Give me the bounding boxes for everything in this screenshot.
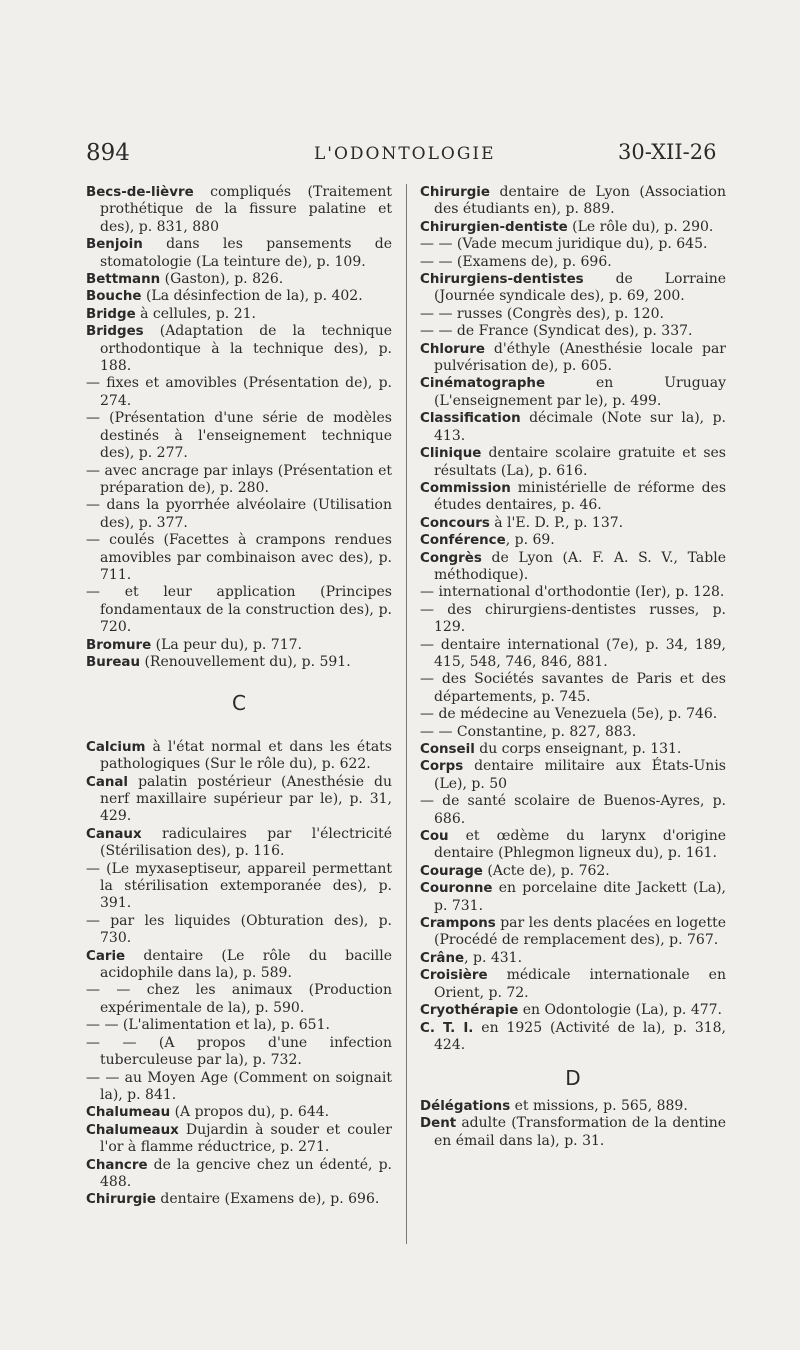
entry-text: décimale (Note sur la), p. 413. bbox=[434, 410, 726, 444]
entry-text: dentaire militaire aux États-Unis (Le), p. 50 bbox=[434, 758, 726, 792]
column-divider bbox=[406, 184, 407, 1244]
index-entry bbox=[86, 410, 392, 462]
index-entry bbox=[86, 271, 392, 288]
entry-text: médicale internationale en Orient, p. 72. bbox=[434, 967, 726, 1001]
entry-text: — (Présentation d'une série de modèles destinés à l'enseignement technique des), p. 277. bbox=[86, 410, 392, 462]
index-entry bbox=[420, 532, 726, 549]
index-entry bbox=[86, 913, 392, 948]
entry-headword: Couronne bbox=[420, 881, 493, 897]
entry-text: de la gencive chez un édenté, p. 488. bbox=[100, 1156, 392, 1190]
entry-headword: Conférence bbox=[420, 533, 506, 549]
entry-headword: Cryothérapie bbox=[420, 1003, 519, 1019]
entry-headword: Crâne bbox=[420, 950, 465, 966]
entry-text: Dujardin à souder et couler l'or à flamme réductrice, p. 271. bbox=[100, 1121, 392, 1156]
index-entry bbox=[86, 637, 392, 654]
index-entry bbox=[86, 288, 392, 305]
entry-headword: Chancre bbox=[86, 1157, 148, 1173]
entry-headword: Canaux bbox=[86, 826, 142, 842]
index-entry bbox=[86, 948, 392, 983]
section-letter: C bbox=[232, 691, 246, 716]
entry-text: — — (L'alimentation et la), p. 651. bbox=[86, 1017, 330, 1034]
index-entry bbox=[420, 741, 726, 758]
entry-headword: Carie bbox=[86, 948, 126, 964]
entry-headword: Crampons bbox=[420, 916, 496, 932]
entry-headword: Classification bbox=[420, 411, 521, 427]
entry-text: du corps enseignant, p. 131. bbox=[474, 741, 682, 757]
entry-text: , p. 69. bbox=[505, 532, 555, 549]
entry-headword: Chlorure bbox=[420, 341, 485, 357]
entry-headword: Bettmann bbox=[86, 272, 161, 288]
index-entry bbox=[86, 1104, 392, 1121]
index-entry bbox=[420, 410, 726, 445]
index-entry bbox=[86, 532, 392, 584]
entry-headword: Chirurgien-dentiste bbox=[420, 219, 568, 235]
entry-text: à l'état normal et dans les états pathologiques (Sur le rôle du), p. 622. bbox=[100, 738, 392, 773]
entry-headword: Dent bbox=[420, 1116, 457, 1132]
entry-text: dentaire de Lyon (Association des étudiants en), p. 889. bbox=[434, 184, 726, 218]
index-entry bbox=[420, 550, 726, 585]
page-header bbox=[0, 140, 800, 174]
entry-headword: Corps bbox=[420, 759, 464, 775]
index-entry bbox=[86, 1122, 392, 1157]
entry-text: — — russes (Congrès des), p. 120. bbox=[420, 305, 664, 322]
entry-headword: Conseil bbox=[420, 742, 475, 757]
entry-text: par les dents placées en logette (Procédé de remplacement des), p. 767. bbox=[434, 915, 726, 949]
index-entry bbox=[86, 375, 392, 410]
entry-text: — des chirurgiens-dentistes russes, p. 129. bbox=[420, 601, 726, 636]
entry-text: — de médecine au Venezuela (5e), p. 746. bbox=[420, 706, 718, 723]
index-entry bbox=[86, 1157, 392, 1192]
entry-text: (Adaptation de la technique orthodontique à la technique des), p. 188. bbox=[100, 323, 392, 375]
entry-text: — et leur application (Principes fondamentaux de la construction des), p. 720. bbox=[86, 584, 392, 636]
index-entry bbox=[420, 724, 726, 741]
entry-headword: Cou bbox=[420, 829, 449, 845]
index-entry bbox=[420, 1115, 726, 1150]
entry-text: dans les pansements de stomatologie (La teinture de), p. 109. bbox=[100, 236, 392, 270]
index-entry bbox=[86, 861, 392, 913]
index-entry bbox=[420, 793, 726, 828]
index-entry bbox=[420, 1002, 726, 1019]
index-entry bbox=[86, 982, 392, 1017]
index-entry bbox=[86, 1191, 392, 1208]
index-entry bbox=[420, 880, 726, 915]
index-entry bbox=[420, 341, 726, 376]
index-entry bbox=[420, 515, 726, 532]
index-entry bbox=[420, 915, 726, 950]
entry-text: et œdème du larynx d'origine dentaire (Phlegmon ligneux du), p. 161. bbox=[434, 828, 726, 862]
index-entry bbox=[86, 306, 392, 323]
index-entry bbox=[86, 739, 392, 774]
entry-text: — — au Moyen Age (Comment on soignait la), p. 841. bbox=[86, 1069, 392, 1103]
index-entry bbox=[420, 184, 726, 219]
entry-text: — — (Examens de), p. 696. bbox=[420, 253, 612, 270]
index-entry bbox=[86, 323, 392, 375]
entry-headword: C. T. I. bbox=[420, 1020, 474, 1036]
index-entry bbox=[420, 706, 726, 723]
entry-text: ministérielle de réforme des études dentaires, p. 46. bbox=[434, 479, 726, 514]
entry-headword: Chalumeaux bbox=[86, 1122, 179, 1138]
index-column-left bbox=[86, 184, 392, 1209]
entry-text: — des Sociétés savantes de Paris et des départements, p. 745. bbox=[420, 671, 726, 705]
index-entry bbox=[86, 463, 392, 498]
entry-text: (La peur du), p. 717. bbox=[151, 636, 302, 653]
entry-text: en 1925 (Activité de la), p. 318, 424. bbox=[434, 1019, 726, 1053]
index-entry bbox=[420, 323, 726, 340]
entry-text: — — de France (Syndicat des), p. 337. bbox=[420, 323, 693, 340]
entry-headword: Chirurgie bbox=[420, 185, 490, 200]
entry-text: et missions, p. 565, 889. bbox=[510, 1097, 688, 1114]
index-entry bbox=[86, 497, 392, 532]
entry-text: (Gaston), p. 826. bbox=[160, 271, 284, 288]
entry-headword: Canal bbox=[86, 774, 129, 790]
index-entry bbox=[420, 967, 726, 1002]
entry-text: — par les liquides (Obturation des), p. 730. bbox=[86, 912, 392, 947]
entry-text: — — (Vade mecum juridique du), p. 645. bbox=[420, 236, 708, 253]
index-entry bbox=[86, 1035, 392, 1070]
entry-text: radiculaires par l'électricité (Stérilisation des), p. 116. bbox=[100, 825, 392, 860]
entry-text: (Acte de), p. 762. bbox=[482, 862, 610, 879]
entry-headword: Becs-de-lièvre bbox=[86, 185, 194, 200]
entry-headword: Concours bbox=[420, 515, 490, 531]
entry-text: — de santé scolaire de Buenos-Ayres, p. 686. bbox=[420, 793, 726, 827]
index-entry bbox=[420, 236, 726, 253]
entry-text: (Renouvellement du), p. 591. bbox=[140, 653, 351, 670]
entry-headword: Clinique bbox=[420, 446, 482, 462]
index-entry bbox=[420, 254, 726, 271]
running-title: L'ODONTOLOGIE bbox=[314, 144, 496, 164]
entry-text: dentaire (Le rôle du bacille acidophile dans la), p. 589. bbox=[100, 947, 392, 982]
entry-headword: Courage bbox=[420, 863, 483, 879]
entry-text: dentaire (Examens de), p. 696. bbox=[155, 1191, 380, 1208]
index-entry bbox=[420, 758, 726, 793]
index-entry bbox=[86, 236, 392, 271]
entry-text: , p. 431. bbox=[464, 949, 523, 966]
entry-headword: Bouche bbox=[86, 289, 142, 305]
index-entry bbox=[420, 637, 726, 672]
entry-headword: Chalumeau bbox=[86, 1105, 171, 1121]
entry-text: à l'E. D. P., p. 137. bbox=[489, 514, 624, 531]
issue-date: 30-XII-26 bbox=[618, 140, 717, 164]
index-entry bbox=[420, 671, 726, 706]
index-entry bbox=[420, 584, 726, 601]
index-entry bbox=[420, 375, 726, 410]
index-entry bbox=[420, 306, 726, 323]
entry-text: (A propos du), p. 644. bbox=[170, 1104, 330, 1121]
entry-text: — (Le myxaseptiseur, appareil permettant la stérilisation extemporanée des), p. 391. bbox=[86, 860, 392, 912]
entry-text: palatin postérieur (Anesthésie du nerf maxillaire supérieur par le), p. 31, 429. bbox=[100, 773, 392, 825]
entry-headword: Cinématographe bbox=[420, 376, 546, 392]
entry-text: — fixes et amovibles (Présentation de), p. 274. bbox=[86, 375, 392, 409]
entry-text: à cellules, p. 21. bbox=[135, 305, 256, 322]
entry-text: — avec ancrage par inlays (Présentation et préparation de), p. 280. bbox=[86, 462, 392, 496]
entry-text: — dans la pyorrhée alvéolaire (Utilisation des), p. 377. bbox=[86, 497, 392, 531]
entry-text: — international d'orthodontie (Ier), p. 128. bbox=[420, 584, 725, 601]
entry-text: de Lyon (A. F. A. S. V., Table méthodique). bbox=[434, 549, 726, 583]
index-entry bbox=[420, 480, 726, 515]
entry-headword: Benjoin bbox=[86, 237, 143, 253]
index-column-right bbox=[420, 184, 726, 1150]
entry-text: — coulés (Facettes à crampons rendues amovibles par combinaison avec des), p. 711. bbox=[86, 532, 392, 583]
index-entry bbox=[420, 863, 726, 880]
entry-headword: Commission bbox=[420, 480, 511, 496]
page-number: 894 bbox=[86, 140, 130, 166]
entry-text: — — chez les animaux (Production expérimentale de la), p. 590. bbox=[86, 982, 392, 1016]
entry-text: (La désinfection de la), p. 402. bbox=[141, 288, 363, 305]
entry-headword: Bromure bbox=[86, 637, 152, 653]
entry-text: compliqués (Traitement prothétique de la fissure palatine et des), p. 831, 880 bbox=[100, 184, 392, 235]
entry-headword: Chirurgie bbox=[86, 1192, 156, 1208]
index-entry bbox=[86, 584, 392, 636]
index-entry bbox=[86, 826, 392, 861]
entry-text: adulte (Transformation de la dentine en émail dans la), p. 31. bbox=[434, 1115, 726, 1149]
index-entry bbox=[420, 602, 726, 637]
entry-text: — — Constantine, p. 827, 883. bbox=[420, 723, 637, 740]
index-entry bbox=[86, 654, 392, 671]
entry-text: — dentaire international (7e), p. 34, 189, 415, 548, 746, 846, 881. bbox=[420, 636, 726, 670]
index-entry bbox=[420, 445, 726, 480]
entry-headword: Bridge bbox=[86, 306, 136, 322]
entry-text: de Lorraine (Journée syndicale des), p. 69, 200. bbox=[434, 271, 726, 305]
entry-text: dentaire scolaire gratuite et ses résultats (La), p. 616. bbox=[434, 445, 726, 479]
entry-headword: Congrès bbox=[420, 550, 482, 566]
entry-text: en porcelaine dite Jackett (La), p. 731. bbox=[434, 880, 726, 914]
index-entry bbox=[86, 184, 392, 236]
entry-text: (Le rôle du), p. 290. bbox=[567, 218, 714, 235]
index-entry bbox=[420, 1020, 726, 1055]
index-entry bbox=[420, 1098, 726, 1115]
entry-headword: Croisière bbox=[420, 968, 488, 984]
entry-text: d'éthyle (Anesthésie locale par pulvérisation de), p. 605. bbox=[434, 340, 726, 375]
entry-headword: Chirurgiens-dentistes bbox=[420, 272, 584, 288]
index-entry bbox=[420, 219, 726, 236]
index-entry bbox=[86, 774, 392, 826]
entry-text: — — (A propos d'une infection tuberculeuse par la), p. 732. bbox=[86, 1034, 392, 1069]
index-entry bbox=[420, 271, 726, 306]
entry-headword: Bridges bbox=[86, 324, 144, 340]
section-letter: D bbox=[565, 1066, 581, 1091]
entry-text: en Odontologie (La), p. 477. bbox=[518, 1002, 723, 1019]
index-entry bbox=[420, 828, 726, 863]
entry-headword: Délégations bbox=[420, 1098, 511, 1114]
entry-headword: Bureau bbox=[86, 654, 140, 670]
index-entry bbox=[86, 1017, 392, 1034]
index-entry bbox=[420, 950, 726, 967]
entry-text: en Uruguay (L'enseignement par le), p. 499. bbox=[434, 375, 726, 409]
index-entry bbox=[86, 1070, 392, 1105]
entry-headword: Calcium bbox=[86, 739, 146, 755]
